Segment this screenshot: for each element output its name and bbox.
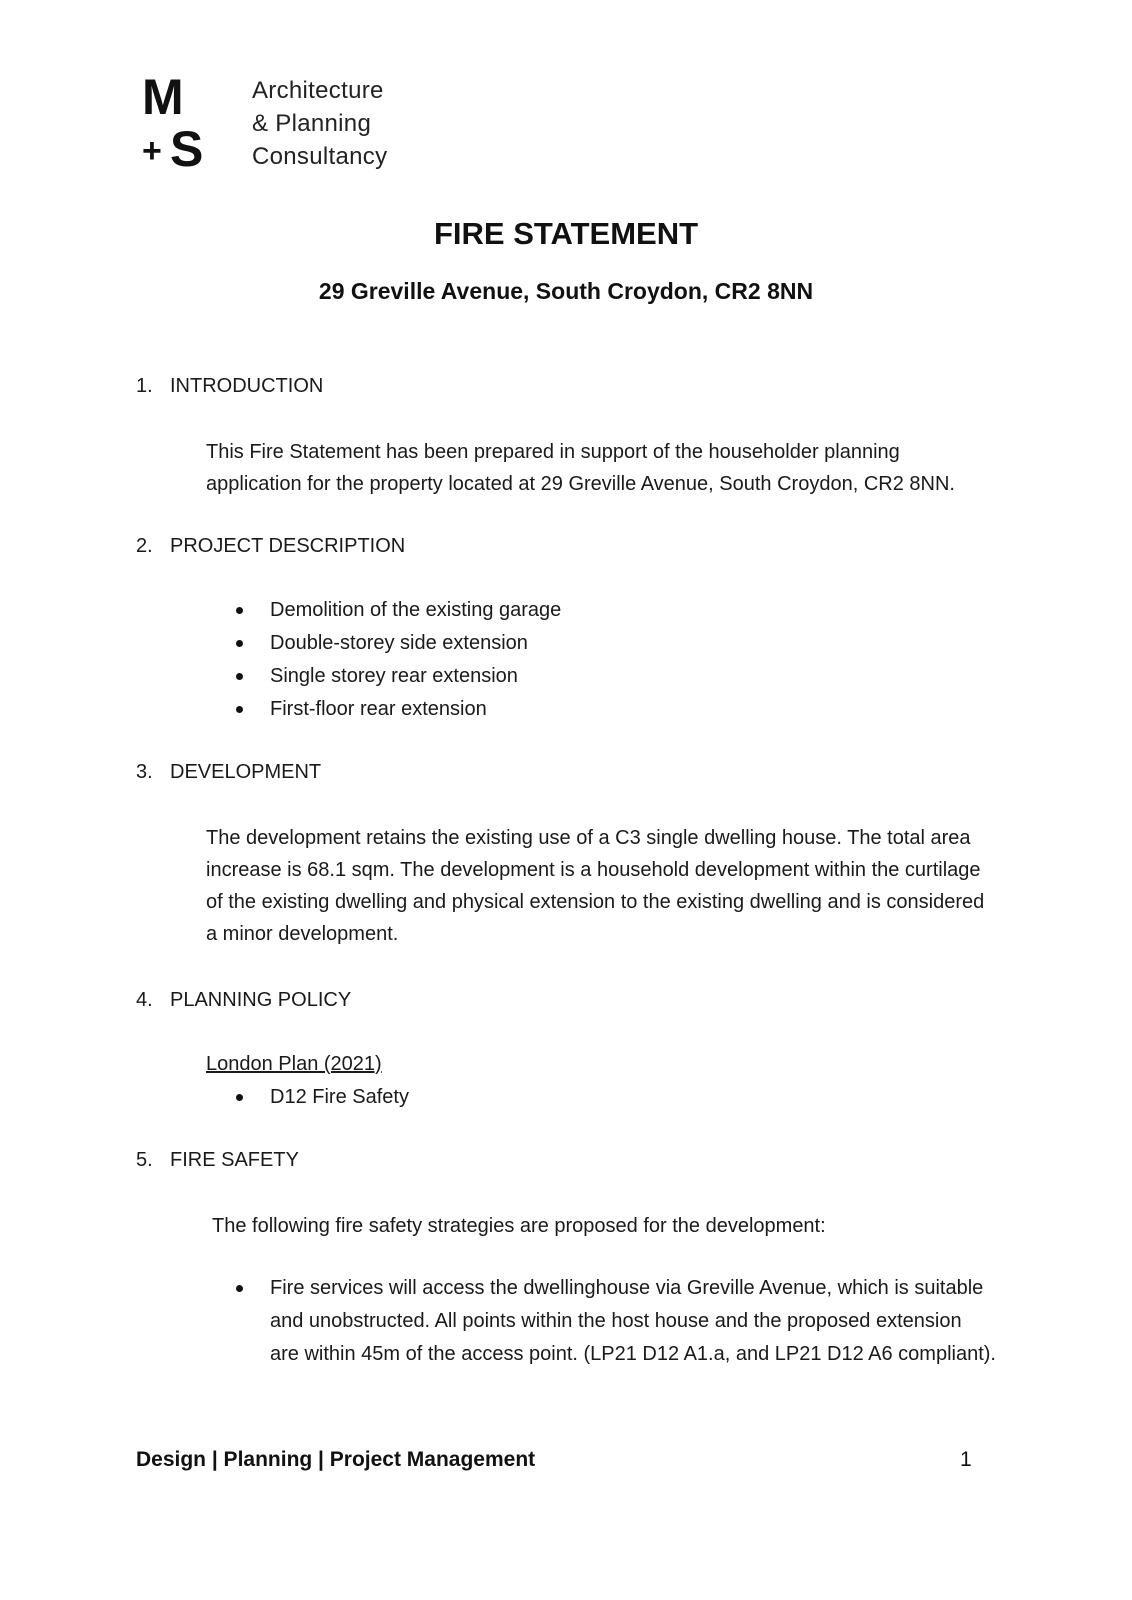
footer-tagline: Design | Planning | Project Management xyxy=(136,1448,536,1471)
logo-letter-s: S xyxy=(170,121,204,177)
fire-safety-intro: The following fire safety strategies are proposed for the development: xyxy=(212,1215,826,1237)
section-number: 5. xyxy=(136,1149,153,1171)
logo-letter-m: M xyxy=(142,69,184,125)
logo-mark xyxy=(142,69,242,177)
logo-line-3: Consultancy xyxy=(252,143,388,170)
section-heading-introduction xyxy=(136,372,996,400)
london-plan-subheading: London Plan (2021) xyxy=(206,1053,382,1075)
section-heading-fire-safety xyxy=(136,1146,996,1174)
development-paragraph: The development retains the existing use of a C3 single dwelling house. The total area increase is 68.1 sqm. The development is a household development within the curtilage of the existing dwelling and physical extension to the existing dwelling and is considered a minor development. xyxy=(206,827,985,945)
company-logo xyxy=(142,69,402,177)
introduction-paragraph: This Fire Statement has been prepared in support of the householder planning application for the property located at 29 Greville Avenue, South Croydon, CR2 8NN. xyxy=(206,441,955,495)
section-title: DEVELOPMENT xyxy=(170,761,322,783)
logo-line-2: & Planning xyxy=(252,110,372,137)
document-subtitle: 29 Greville Avenue, South Croydon, CR2 8NN xyxy=(318,278,814,304)
section-number: 4. xyxy=(136,989,153,1011)
list-item: Fire services will access the dwellinghouse via Greville Avenue, which is suitable and unobstructed. All points within the host house and the proposed extension are within 45m of the access point. (LP21 D12 A1.a, and LP21 D12 A6 compliant). xyxy=(232,1272,996,1371)
section-heading-project-description xyxy=(136,532,996,560)
list-item: Single storey rear extension xyxy=(232,660,996,693)
section-number: 2. xyxy=(136,535,153,557)
logo-wordmark xyxy=(252,74,387,173)
section-heading-planning-policy xyxy=(136,986,996,1014)
section-title: INTRODUCTION xyxy=(170,375,324,397)
list-item: Double-storey side extension xyxy=(232,627,996,660)
section-number: 1. xyxy=(136,375,153,397)
document-title: FIRE STATEMENT xyxy=(433,216,699,251)
fire-safety-list xyxy=(232,1272,996,1371)
logo-plus: + xyxy=(142,132,162,170)
section-title: PLANNING POLICY xyxy=(170,989,352,1011)
document-body xyxy=(136,372,996,1371)
list-item: D12 Fire Safety xyxy=(232,1081,996,1114)
section-heading-development xyxy=(136,758,996,786)
list-item: First-floor rear extension xyxy=(232,693,996,726)
planning-policy-list xyxy=(232,1081,996,1114)
logo-line-1: Architecture xyxy=(252,77,384,104)
project-description-list xyxy=(232,594,996,726)
list-item: Demolition of the existing garage xyxy=(232,594,996,627)
section-title: PROJECT DESCRIPTION xyxy=(170,535,406,557)
section-title: FIRE SAFETY xyxy=(170,1149,299,1171)
section-number: 3. xyxy=(136,761,153,783)
page-number: 1 xyxy=(960,1448,972,1471)
